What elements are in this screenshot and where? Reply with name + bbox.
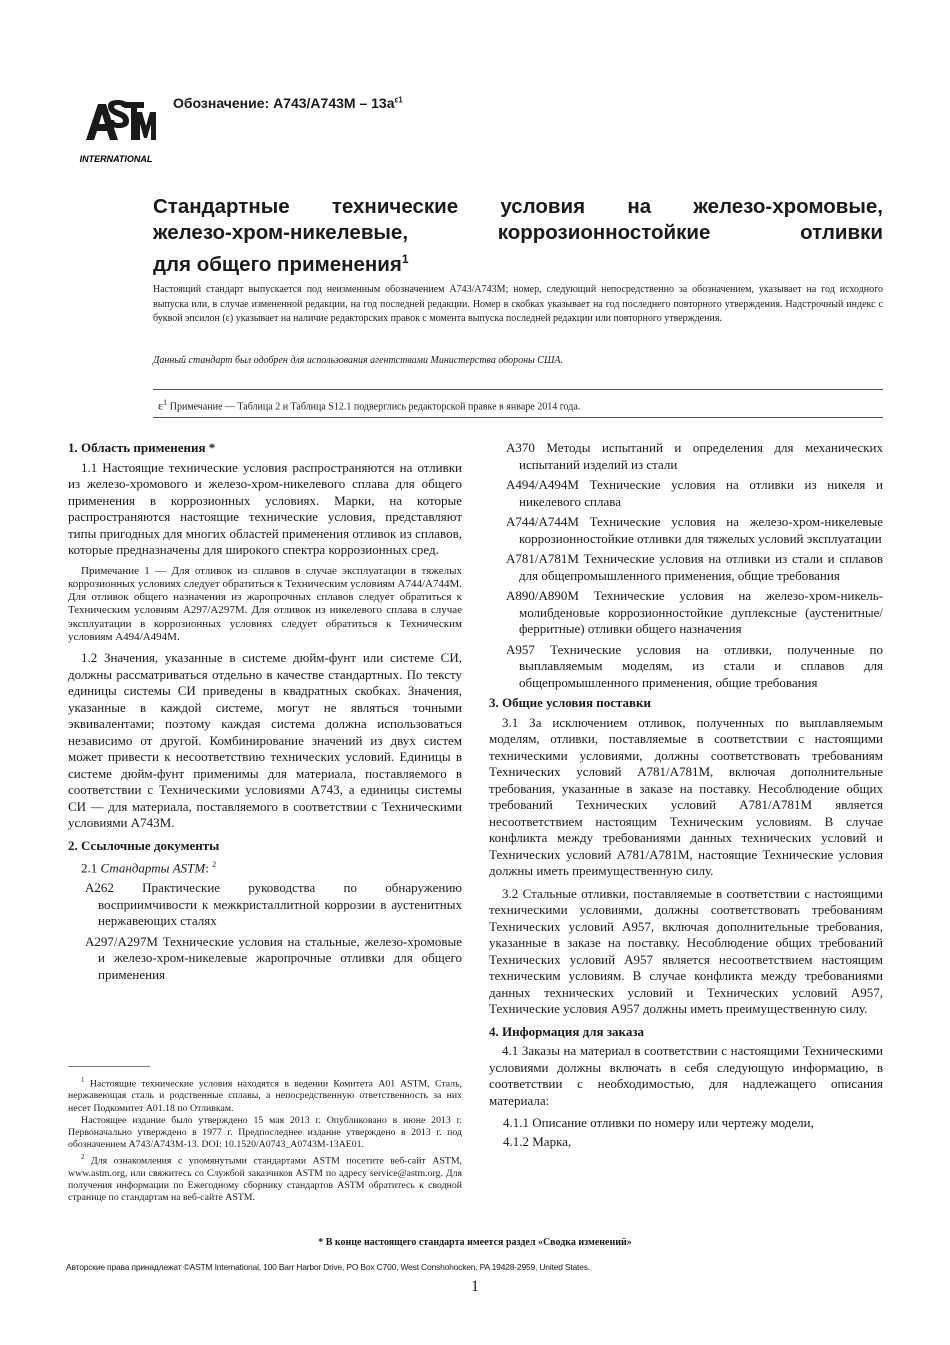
epsilon-sup: 1 xyxy=(163,398,168,407)
left-column xyxy=(68,440,462,987)
page-number: 1 xyxy=(471,1278,479,1295)
divider-top xyxy=(153,389,883,390)
p2-1-italic: Стандарты ASTM xyxy=(100,860,206,876)
footnotes xyxy=(68,1074,462,1205)
section-3-heading: 3. Общие условия поставки xyxy=(489,695,652,710)
section-1-heading: 1. Область применения * xyxy=(68,440,216,455)
approval-note: Данный стандарт был одобрен для использования агентствами Министерства обороны США. xyxy=(153,355,564,366)
footnote-1-b: Настоящее издание было утверждено 15 мая 2013 г. Опубликовано в июне 2013 г. Первоначально утверждено в 1977 г. Предпоследнее издание утверждено в 2013 г. под обозначением A743/A743M-13. DOI: 10.1520/A0743_A0743M-13AE01. xyxy=(68,1114,462,1151)
title-line-1: Стандартные технические условия на железо-хромовые, xyxy=(153,195,883,218)
footnote-1-mark: 1 xyxy=(81,1076,85,1084)
astm-logo xyxy=(78,96,158,166)
p2-1-suffix: : xyxy=(205,860,209,876)
reference-a890: A890/A890M Технические условия на железо-хром-никель-молибденовые коррозионностойкие дуплексные (аустенитные/ферритные) отливки общего назначения xyxy=(506,588,883,636)
title-line-3: для общего применения xyxy=(153,252,402,276)
editorial-note-text: Примечание — Таблица 2 и Таблица S12.1 подверглись редакторской правке в январе 2014 года. xyxy=(169,401,581,413)
section-2-heading: 2. Ссылочные документы xyxy=(68,837,220,853)
copyright-line: Авторские права принадлежат ©ASTM International, 100 Barr Harbor Drive, PO Box C700, West Conshohocken, PA 19428-2959, United States. xyxy=(66,1262,590,1272)
paragraph-4-1: 4.1 Заказы на материал в соответствии с настоящими Техническими условиями должны включать в себя следующую информацию, в соответствии с необходимостью, для надлежащего описания материала: xyxy=(489,1043,883,1108)
paragraph-3-1: 3.1 За исключением отливок, полученных по выплавляемым моделям, отливки, поставляемые в соответствии с настоящими техническими условиями, должны соответствовать требованиям Технических условий A781/A781M, включая дополнительные требования, указанные в заказе на поставку. Несоблюдение общих требований Технических условий A781/A781M является несоответствием настоящим Техническим условиям. В случае конфликта между требованиями данных технических условий и Технических условий A781/A781M, настоящие Технические условия должны иметь преимущественную силу. xyxy=(489,714,883,878)
paragraph-1-1: 1.1 Настоящие технические условия распространяются на отливки из железо-хромового и железо-хром-никелевого сплава для общего применения в коррозионных условиях. Марки, на которые распространяются настоящие технические условия, представляют типы пригодных для многих областей применения отливок из сплавов, которые предназначены для широкого спектра коррозионных сред. xyxy=(68,459,462,557)
footnote-1 xyxy=(68,1074,462,1115)
footnote-1-text: Настоящие технические условия находятся в ведении Комитета A01 ASTM, Сталь, нержавеющая сталь и родственные сплавы, а непосредственную ответственность за них несет Подкомитет A01.18 по Отливкам. xyxy=(68,1078,462,1114)
designation-sup: ε1 xyxy=(394,95,403,105)
reference-a370: A370 Методы испытаний и определения для механических испытаний изделий из стали xyxy=(506,440,883,472)
section-4-heading: 4. Информация для заказа xyxy=(489,1023,645,1039)
reference-a494: A494/A494M Технические условия на отливки из никеля и никелевого сплава xyxy=(506,477,883,509)
designation-text: Обозначение: A743/A743M – 13a xyxy=(173,95,395,111)
p2-1-footnote-mark: 2 xyxy=(212,860,217,870)
item-4-1-2: 4.1.2 Марка, xyxy=(503,1133,572,1149)
reference-a297: A297/A297M Технические условия на стальные, железо-хромовые и железо-хром-никелевые жаропрочные отливки для общего применения xyxy=(85,933,462,982)
footnote-2-text: Для ознакомления с упомянутыми стандартами ASTM посетите веб-сайт ASTM, www.astm.org, или свяжитесь со Службой заказчиков ASTM по адресу service@astm.org. Для получения информации по Ежегодному сборнику стандартов ASTM обратитесь к сводной странице по стандартам на веб-сайте ASTM. xyxy=(68,1155,462,1204)
footnote-2-mark: 2 xyxy=(81,1153,85,1162)
reference-a744: A744/A744M Технические условия на железо-хром-никелевые коррозионностойкие отливки для тяжелых условий эксплуатации xyxy=(506,514,883,546)
right-column xyxy=(489,440,883,1152)
item-4-1-1: 4.1.1 Описание отливки по номеру или чертежу модели, xyxy=(503,1115,814,1130)
title-line-2: железо-хром-никелевые, коррозионностойкие отливки xyxy=(153,221,883,244)
title-footnote-mark: 1 xyxy=(401,252,409,266)
divider-bottom xyxy=(153,417,883,418)
logo-subtext: INTERNATIONAL xyxy=(79,154,153,164)
paragraph-3-2: 3.2 Стальные отливки, поставляемые в соответствии с настоящими техническими условиями, должны соответствовать требованиям Технических условий A957, включая дополнительные требования, указанные в заказе на поставку. Несоблюдение общих требований Технических условий A957 является несоответствием настоящим техническим условиям. В случае конфликта между требованиями данных технических условий и Технических условий A957, Технические условия A957 должны иметь преимущественную силу. xyxy=(489,885,883,1016)
summary-of-changes-note: * В конце настоящего стандарта имеется раздел «Сводка изменений» xyxy=(318,1237,632,1248)
reference-a957: A957 Технические условия на отливки, полученные по выплавляемым моделям, из стали и сплавов для общепромышленного применения, общие требования xyxy=(506,641,883,690)
p2-1-prefix: 2.1 xyxy=(81,860,101,876)
preamble-text: Настоящий стандарт выпускается под неизменным обозначением A743/A743M; номер, следующий непосредственно за обозначением, указывает на год исходного выпуска или, в случае измененной редакции, на год последней редакции. Номер в скобках указывает на год последнего повторного утверждения. Надстрочный индекс с буквой эпсилон (ε) указывает на наличие редакторских правок с момента выпуска последней редакции или повторного утверждения. xyxy=(153,284,883,324)
paragraph-1-2: 1.2 Значения, указанные в системе дюйм-фунт или системе СИ, должны рассматриваться отдельно в качестве стандартных. По тексту единицы системы СИ приведены в квадратных скобках. Значения, указанные в каждой системе, могут не являться точными эквивалентами; поэтому каждая система должна использоваться независимо от другой. Комбинирование значений из двух систем может привести к несоответствию технических условий. Единицы в системе дюйм-фунт применимы для материала, поставляемого в соответствии с Техническими условиями A743, а единицы системы СИ — для материала, поставляемого в соответствии с Техническими условиями A743M. xyxy=(68,650,462,831)
footnote-2 xyxy=(68,1151,462,1204)
reference-a781: A781/A781M Технические условия на отливки из стали и сплавов для общепромышленного применения, общие требования xyxy=(506,551,883,583)
standard-designation xyxy=(173,95,403,111)
epsilon-symbol: ε xyxy=(158,398,164,413)
reference-a262: A262 Практические руководства по обнаружению восприимчивости к межкристаллитной коррозии в аустенитных нержавеющих сталях xyxy=(85,880,462,929)
document-title xyxy=(153,194,883,278)
footnote-divider xyxy=(68,1066,150,1067)
note-1: Примечание 1 — Для отливок из сплавов в случае эксплуатации в тяжелых коррозионных условиях следует обратиться к Техническим условиям A744/A744M. Для отливок общего назначения из жаропрочных сплавов следует обратиться к Техническим условиям A297/A297M. Для отливок из никелевого сплава в случае эксплуатации в коррозионных условиях следует обратиться к Техническим условиям A494/A494M. xyxy=(68,564,462,643)
paragraph-2-1 xyxy=(68,857,462,877)
editorial-note xyxy=(158,398,878,413)
